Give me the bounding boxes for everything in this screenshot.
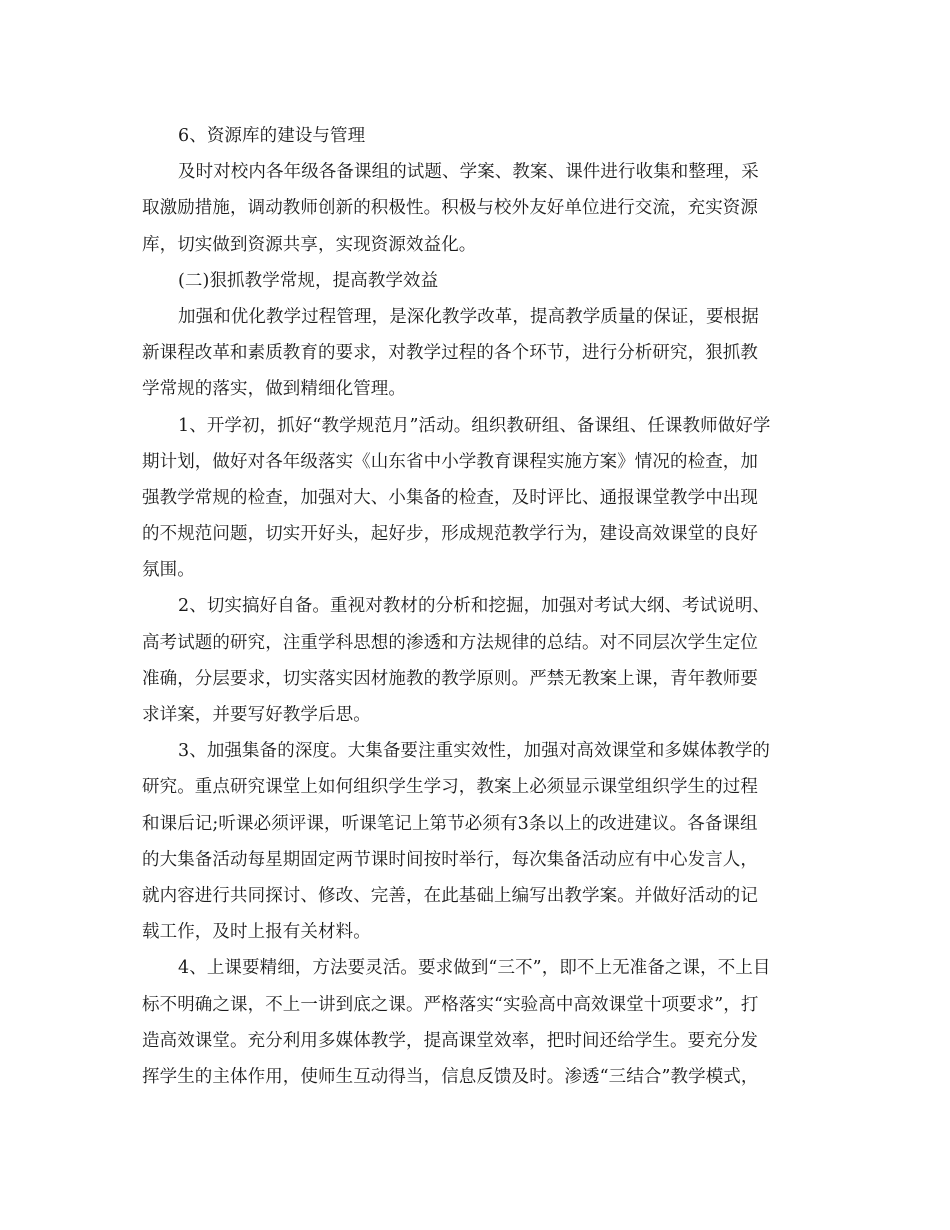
paragraph [142,950,802,1095]
paragraph [142,408,802,589]
text-line: 期计划，做好对各年级落实《山东省中小学教育课程实施方案》情况的检查，加 [142,451,758,472]
text-line: 载工作，及时上报有关材料。 [142,922,371,943]
text-line: 挥学生的主体作用，使师生互动得当，信息反馈及时。渗透“三结合”教学模式， [142,1066,759,1087]
text-line: 库，切实做到资源共享，实现资源效益化。 [142,234,477,255]
paragraph [142,588,802,733]
text-line: 的大集备活动每星期固定两节课时间按时举行，每次集备活动应有中心发言人， [142,849,758,870]
text-line: 就内容进行共同探讨、修改、完善，在此基础上编写出教学案。并做好活动的记 [142,885,758,906]
text-line: 6、资源库的建设与管理 [178,126,366,146]
section-heading [142,263,802,299]
text-line: 和课后记;听课必须评课，听课笔记上第节必须有3条以上的改进建议。各备课组 [142,813,758,834]
text-line: 准确，分层要求，切实落实因材施教的教学原则。严禁无教案上课，青年教师要 [142,668,758,689]
text-line: 氛围。 [142,560,195,581]
paragraph [142,154,802,263]
text-line: 新课程改革和素质教育的要求，对教学过程的各个环节，进行分析研究，狠抓教 [142,343,758,364]
text-line: 及时对校内各年级各备课组的试题、学案、教案、课件进行收集和整理，采 [178,162,759,183]
text-line: 取激励措施，调动教师创新的积极性。积极与校外友好单位进行交流，充实资源 [142,198,758,219]
paragraph [142,299,802,408]
text-line: 3、加强集备的深度。大集备要注重实效性，加强对高效课堂和多媒体教学的 [178,741,771,762]
text-line: 1、开学初，抓好“教学规范月”活动。组织教研组、备课组、任课教师做好学 [178,415,771,436]
paragraph [142,733,802,950]
text-line: (二)狠抓教学常规，提高教学效益 [178,270,439,291]
text-line: 2、切实搞好自备。重视对教材的分析和挖掘，加强对考试大纲、考试说明、 [178,596,771,617]
text-line: 高考试题的研究，注重学科思想的渗透和方法规律的总结。对不同层次学生定位 [142,632,758,653]
text-line: 的不规范问题，切实开好头，起好步，形成规范教学行为，建设高效课堂的良好 [142,524,758,545]
text-line: 标不明确之课，不上一讲到底之课。严格落实“实验高中高效课堂十项要求”，打 [142,994,759,1015]
text-line: 造高效课堂。充分利用多媒体教学，提高课堂效率，把时间还给学生。要充分发 [142,1030,758,1051]
text-line: 研究。重点研究课堂上如何组织学生学习，教案上必须显示课堂组织学生的过程 [142,777,758,798]
section-heading [142,118,802,154]
document-body [142,118,802,1095]
text-line: 求详案，并要写好教学后思。 [142,705,371,725]
text-line: 4、上课要精细，方法要灵活。要求做到“三不”，即不上无准备之课，不上目 [178,958,771,979]
text-line: 加强和优化教学过程管理，是深化教学改革，提高教学质量的保证，要根据 [178,306,759,327]
text-line: 强教学常规的检查，加强对大、小集备的检查，及时评比、通报课堂教学中出现 [142,487,758,508]
text-line: 学常规的落实，做到精细化管理。 [142,379,406,400]
